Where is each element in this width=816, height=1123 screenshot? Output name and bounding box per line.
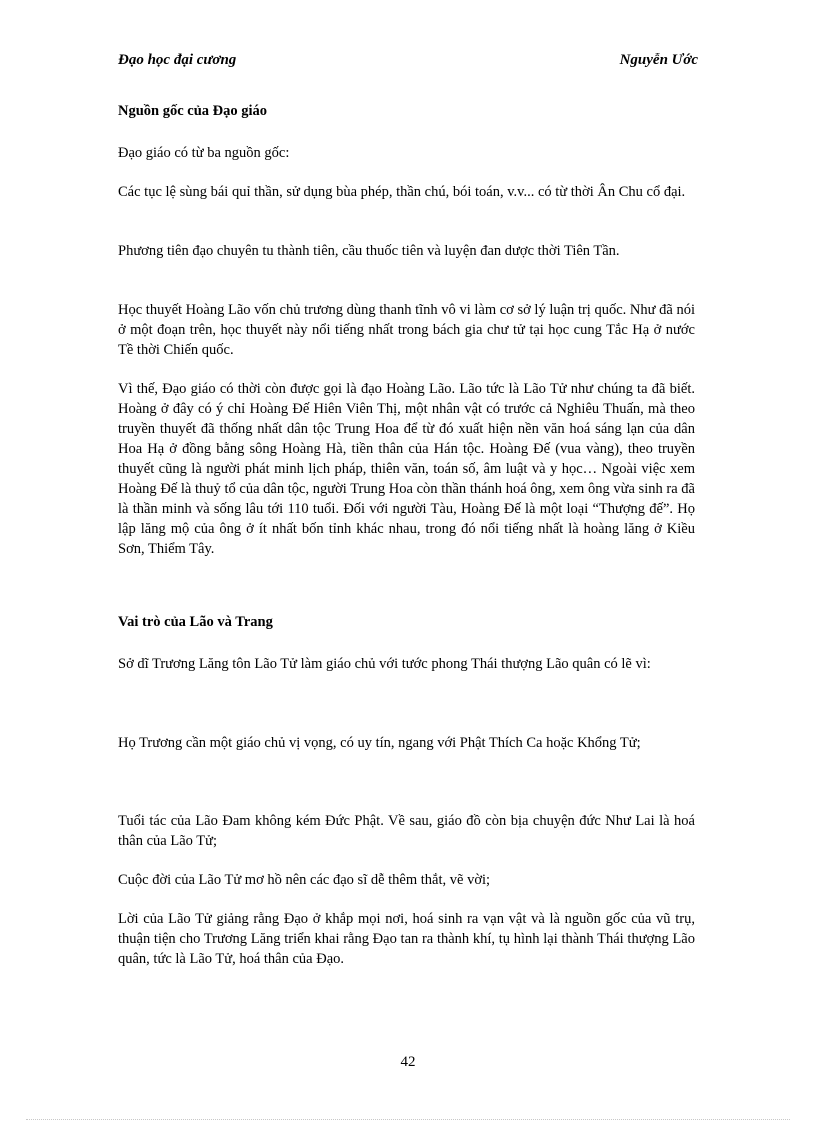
page-number: 42 <box>400 1054 416 1070</box>
paragraph-role-3: Cuộc đời của Lão Tử mơ hồ nên các đạo sĩ dễ thêm thắt, vẽ vời; <box>118 872 491 888</box>
paragraph-origin-2: Phương tiên đạo chuyên tu thành tiên, cầu thuốc tiên và luyện đan dược thời Tiên Tần. <box>118 243 620 259</box>
paragraph-origin-1: Các tục lệ sùng bái quỉ thần, sử dụng bùa phép, thần chú, bói toán, v.v... có từ thời Ân Chu cổ đại. <box>118 184 686 200</box>
section-heading-origins: Nguồn gốc của Đạo giáo <box>118 103 268 119</box>
paragraph-origins-intro: Đạo giáo có từ ba nguồn gốc: <box>118 145 290 161</box>
paragraph-role-4: Lời của Lão Tử giảng rằng Đạo ở khắp mọi nơi, hoá sinh ra vạn vật và là nguồn gốc của vũ trụ, thuận tiện cho Trương Lăng triển khai rằng Đạo tan ra thành khí, tụ hình lại thành Thái thượng Lão quân, tức là Lão Tử, hoá thân của Đạo. <box>118 911 695 967</box>
page-header <box>118 52 698 74</box>
page-bottom-divider <box>26 1119 790 1120</box>
header-book-title: Đạo học đại cương <box>118 52 237 68</box>
section-heading-roles: Vai trò của Lão và Trang <box>118 614 273 630</box>
paragraph-roles-intro: Sở dĩ Trương Lăng tôn Lão Tử làm giáo chủ với tước phong Thái thượng Lão quân có lẽ vì: <box>118 656 651 672</box>
header-author: Nguyễn Ước <box>619 52 698 68</box>
paragraph-role-1: Họ Trương cần một giáo chủ vị vọng, có uy tín, ngang với Phật Thích Ca hoặc Khổng Tử; <box>118 735 641 751</box>
paragraph-role-2: Tuổi tác của Lão Đam không kém Đức Phật. Về sau, giáo đồ còn bịa chuyện đức Như Lai là hoá thân của Lão Tử; <box>118 813 695 849</box>
paragraph-origin-3: Học thuyết Hoàng Lão vốn chủ trương dùng thanh tĩnh vô vi làm cơ sở lý luận trị quốc. Như đã nói ở một đoạn trên, học thuyết này nổi tiếng nhất trong bách gia chư tử tại học cung Tắc Hạ ở nước Tề thời Chiến quốc. <box>118 302 695 358</box>
paragraph-hoang-lao: Vì thế, Đạo giáo có thời còn được gọi là đạo Hoàng Lão. Lão tức là Lão Tử như chúng ta đã biết. Hoàng ở đây có ý chỉ Hoàng Đế Hiên Viên Thị, một nhân vật có trước cả Nghiêu Thuấn, mà theo truyền thuyết đã thống nhất dân tộc Trung Hoa để từ đó xuất hiện nền văn hoá sáng lạn của dân Hoa Hạ ở đồng bằng sông Hoàng Hà, tiền thân của Hán tộc. Hoàng Đế (vua vàng), theo truyền thuyết cũng là người phát minh lịch pháp, thiên văn, toán số, âm luật và y học… Ngoài việc xem Hoàng Đế là thuỷ tổ của dân tộc, người Trung Hoa còn thần thánh hoá ông, xem ông vừa sinh ra đã là thần minh và sống lâu tới 110 tuổi. Đối với người Tàu, Hoàng Đế là một loại “Thượng đế”. Họ lập lăng mộ của ông ở ít nhất bốn tỉnh khác nhau, trong đó nổi tiếng nhất là hoàng lăng ở Kiều Sơn, Thiểm Tây. <box>118 381 695 557</box>
